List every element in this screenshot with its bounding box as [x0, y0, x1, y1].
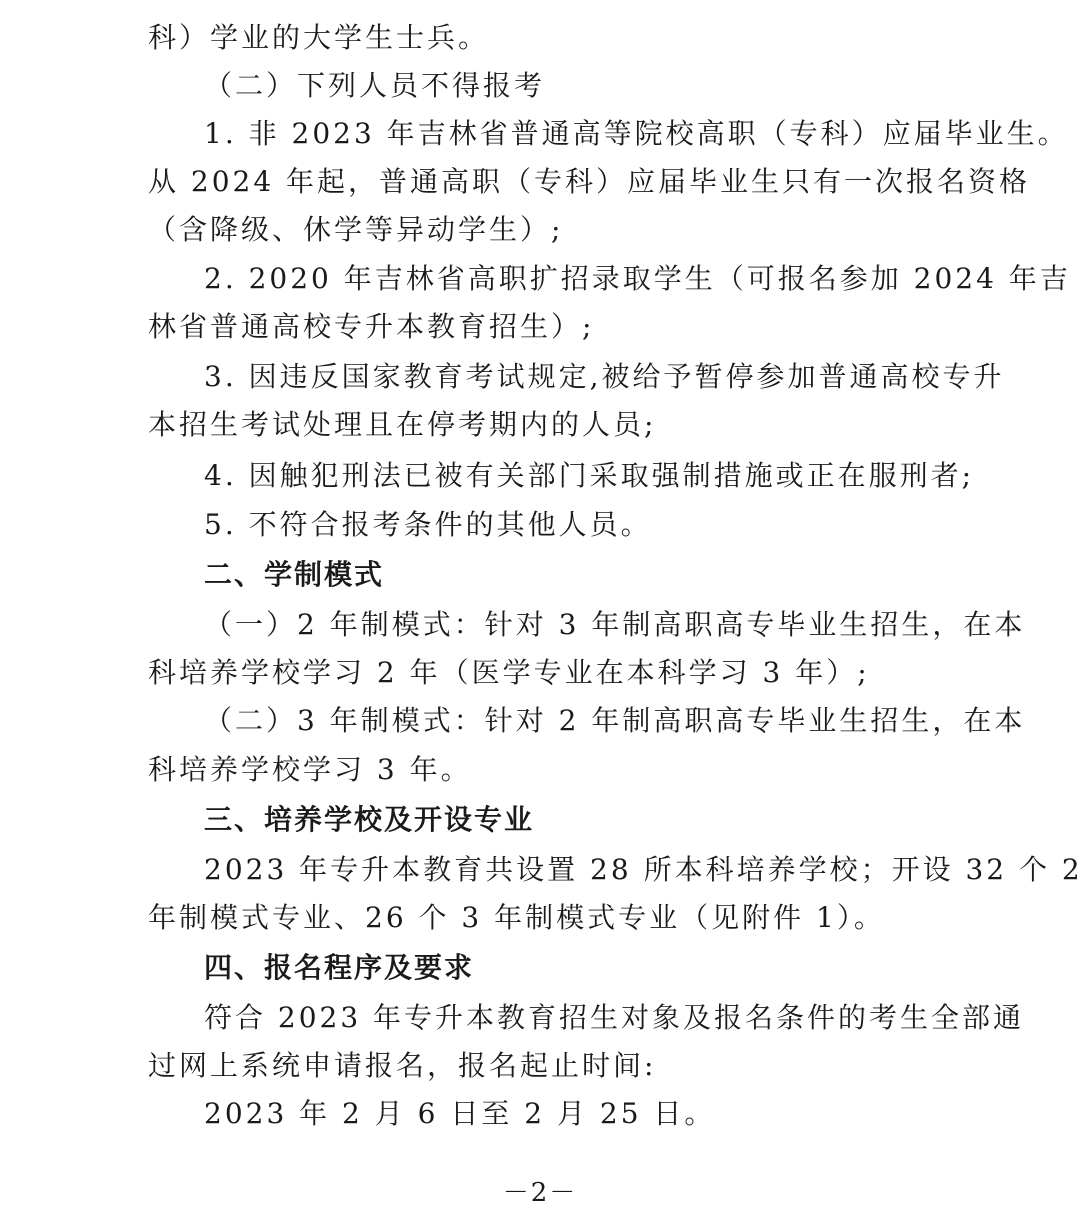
- subsection-heading: （二）下列人员不得报考: [204, 69, 546, 102]
- section-heading-2: 二、学制模式: [204, 558, 385, 591]
- paragraph-line: 科培养学校学习 2 年（医学专业在本科学习 3 年）;: [148, 656, 870, 689]
- paragraph-line: 林省普通高校专升本教育招生）;: [148, 310, 595, 343]
- paragraph-line: 科培养学校学习 3 年。: [148, 753, 472, 786]
- paragraph-line: 符合 2023 年专升本教育招生对象及报名条件的考生全部通: [204, 1001, 1025, 1034]
- paragraph-line: 过网上系统申请报名，报名起止时间:: [148, 1049, 657, 1082]
- list-item-3: 3. 因违反国家教育考试规定,被给予暂停参加普通高校专升: [204, 360, 1005, 393]
- section-heading-3: 三、培养学校及开设专业: [204, 803, 535, 836]
- paragraph-line: 从 2024 年起，普通高职（专科）应届毕业生只有一次报名资格: [148, 165, 1031, 198]
- page-number: －2－: [502, 1178, 578, 1208]
- paragraph-line: （二）3 年制模式：针对 2 年制高职高专毕业生招生，在本: [204, 704, 1026, 737]
- paragraph-line: 2023 年专升本教育共设置 28 所本科培养学校；开设 32 个 2: [204, 853, 1083, 886]
- list-item-2: 2. 2020 年吉林省高职扩招录取学生（可报名参加 2024 年吉: [204, 262, 1071, 295]
- paragraph-line: （一）2 年制模式：针对 3 年制高职高专毕业生招生，在本: [204, 608, 1026, 641]
- paragraph-line: 本招生考试处理且在停考期内的人员;: [148, 408, 657, 441]
- list-item-1: 1. 非 2023 年吉林省普通高等院校高职（专科）应届毕业生。: [204, 117, 1069, 150]
- list-item-5: 5. 不符合报考条件的其他人员。: [204, 508, 652, 541]
- section-heading-4: 四、报名程序及要求: [204, 951, 475, 984]
- paragraph-line: 2023 年 2 月 6 日至 2 月 25 日。: [204, 1097, 716, 1130]
- paragraph-line: （含降级、休学等异动学生）;: [148, 213, 564, 246]
- list-item-4: 4. 因触犯刑法已被有关部门采取强制措施或正在服刑者;: [204, 459, 975, 492]
- paragraph-line: 年制模式专业、26 个 3 年制模式专业（见附件 1）。: [148, 901, 885, 934]
- paragraph-line: 科）学业的大学生士兵。: [148, 21, 490, 54]
